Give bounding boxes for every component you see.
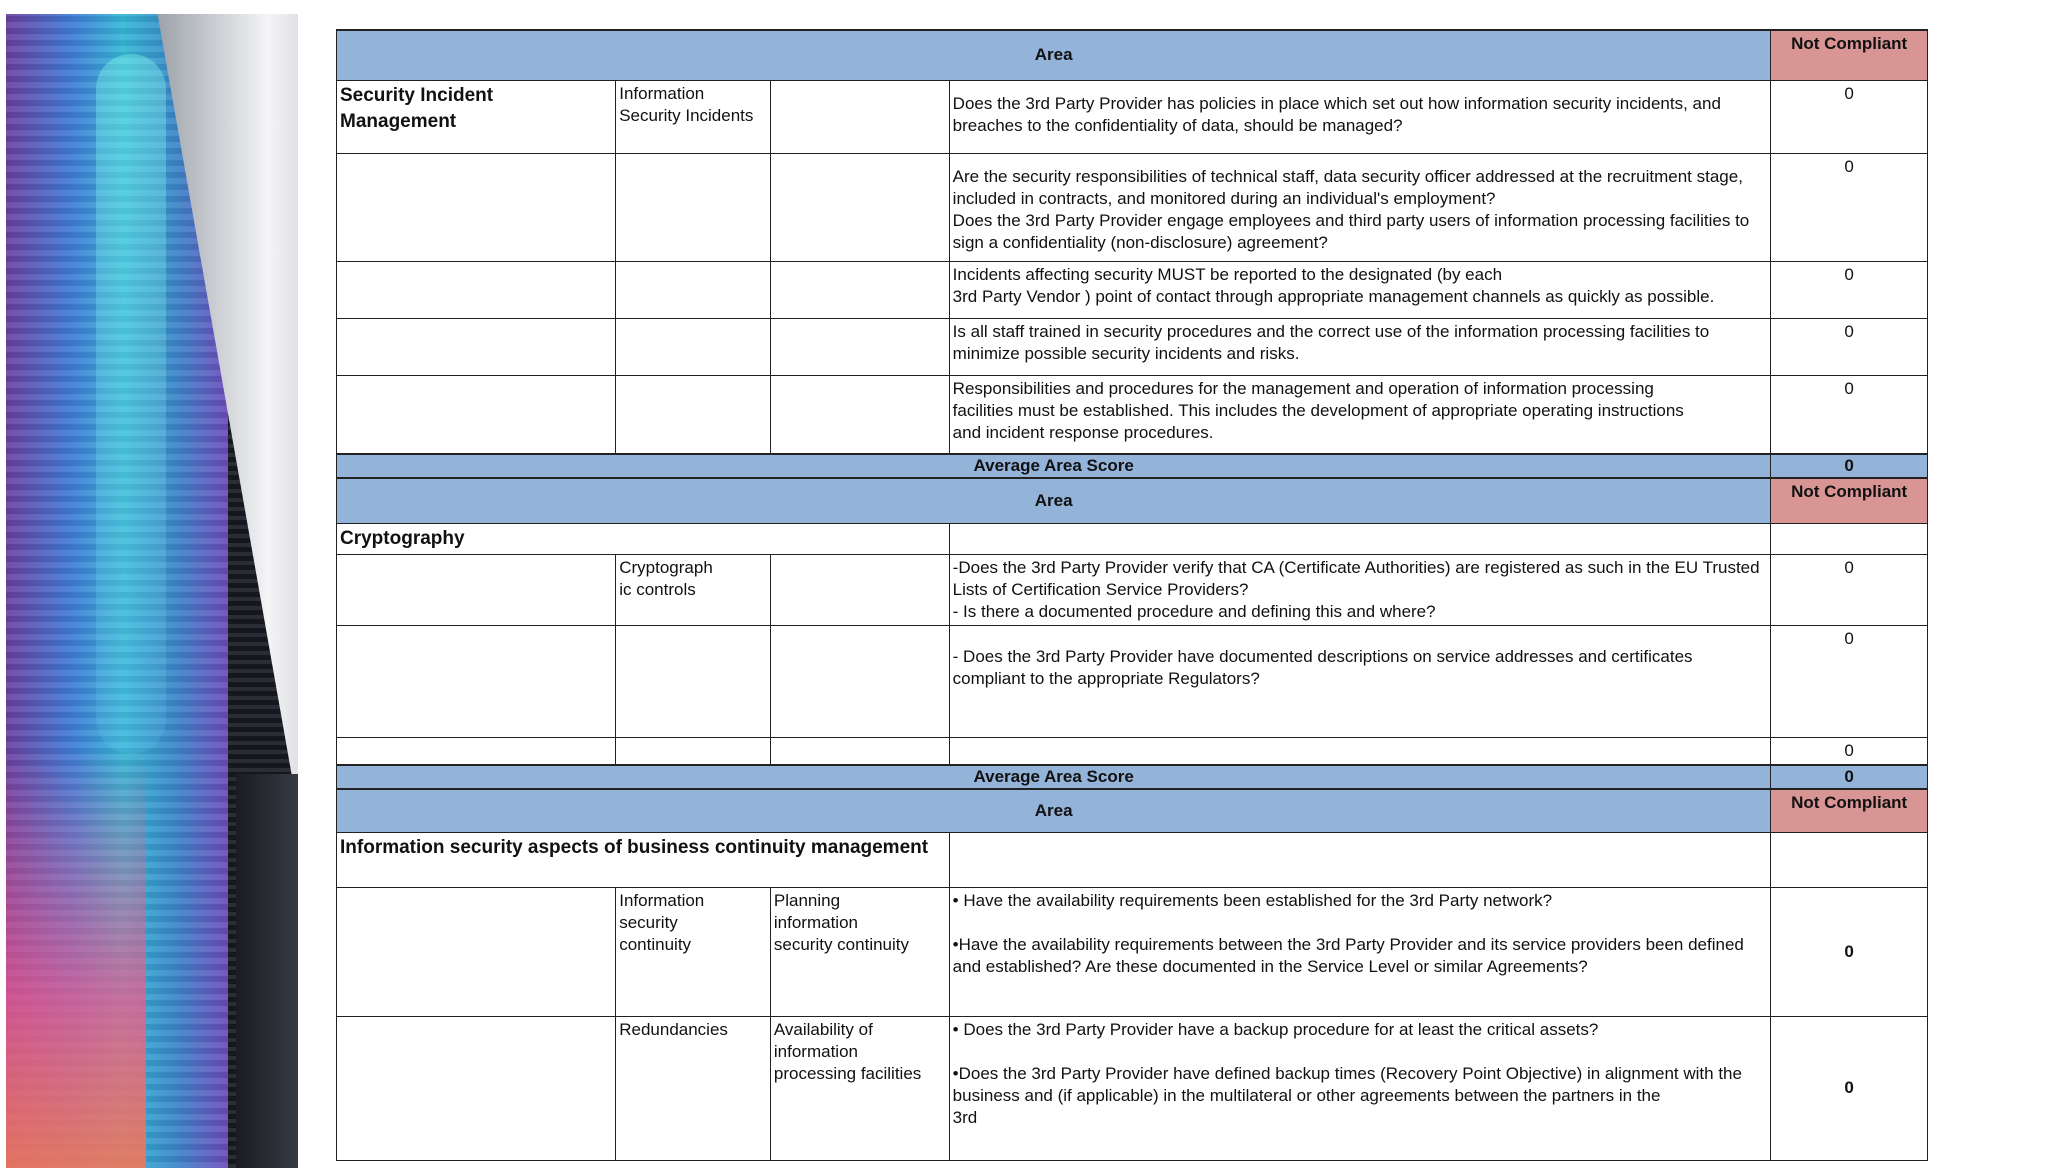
- empty-cell: [770, 625, 949, 737]
- decorative-banner-image: [6, 14, 298, 1168]
- empty-cell: [616, 261, 771, 318]
- topic-cell: Cryptograph ic controls: [616, 554, 771, 625]
- empty-cell: [337, 625, 616, 737]
- score-cell: 0: [1771, 375, 1928, 454]
- area-header: Area: [337, 30, 1771, 80]
- table-row: [337, 375, 1928, 454]
- empty-cell: [1771, 523, 1928, 554]
- table-row: [337, 554, 1928, 625]
- table-row: [337, 153, 1928, 261]
- subtopic-cell: Planning information security continuity: [770, 887, 949, 1016]
- topic-cell: Redundancies: [616, 1016, 771, 1160]
- section-title: Security Incident Management: [337, 80, 616, 153]
- empty-cell: [337, 261, 616, 318]
- average-row: [337, 454, 1928, 478]
- table-row: [337, 318, 1928, 375]
- not-compliant-header: Not Compliant: [1771, 30, 1928, 80]
- empty-cell: [616, 375, 771, 454]
- question-cell: Responsibilities and procedures for the management and operation of information processing facilities must be established. This includes the development of appropriate operating instructions and incident response procedures.: [949, 375, 1771, 454]
- table-row: [337, 832, 1928, 887]
- subtopic-cell: Availability of information processing facilities: [770, 1016, 949, 1160]
- area-header-row: [337, 478, 1928, 523]
- section-title: Cryptography: [337, 523, 950, 554]
- table-row: [337, 261, 1928, 318]
- average-area-score-value: 0: [1771, 765, 1928, 789]
- subtopic-cell: [770, 80, 949, 153]
- empty-cell: [949, 523, 1771, 554]
- score-cell: 0: [1771, 261, 1928, 318]
- table-row: [337, 625, 1928, 737]
- question-cell: • Does the 3rd Party Provider have a backup procedure for at least the critical assets? •Does the 3rd Party Provider have defined backup times (Recovery Point Objective) in alignment with the business and (if applicable) in the multilateral or other agreements between the partners in the 3rd: [949, 1016, 1771, 1160]
- average-row: [337, 765, 1928, 789]
- section-title: Information security aspects of business continuity management: [337, 832, 950, 887]
- topic-cell: Information Security Incidents: [616, 80, 771, 153]
- score-cell: 0: [1771, 318, 1928, 375]
- empty-cell: [337, 554, 616, 625]
- empty-cell: [337, 887, 616, 1016]
- table-row: [337, 1016, 1928, 1160]
- area-header-row: [337, 789, 1928, 832]
- empty-cell: [616, 737, 771, 765]
- empty-cell: [770, 153, 949, 261]
- question-cell: Does the 3rd Party Provider has policies in place which set out how information security incidents, and breaches to the confidentiality of data, should be managed?: [949, 80, 1771, 153]
- empty-cell: [770, 375, 949, 454]
- average-area-score-label: Average Area Score: [337, 454, 1771, 478]
- empty-cell: [616, 318, 771, 375]
- question-cell: Incidents affecting security MUST be reported to the designated (by each 3rd Party Vendor ) point of contact through appropriate management channels as quickly as possible.: [949, 261, 1771, 318]
- empty-cell: [616, 153, 771, 261]
- topic-cell: Information security continuity: [616, 887, 771, 1016]
- question-cell: Is all staff trained in security procedures and the correct use of the information processing facilities to minimize possible security incidents and risks.: [949, 318, 1771, 375]
- score-cell: 0: [1771, 887, 1928, 1016]
- question-cell: Are the security responsibilities of technical staff, data security officer addressed at the recruitment stage, included in contracts, and monitored during an individual's employment? Does the 3rd Party Provider engage employees and third party users of information processing facilities to sign a confidentiality (non-disclosure) agreement?: [949, 153, 1771, 261]
- empty-cell: [770, 737, 949, 765]
- empty-cell: [770, 318, 949, 375]
- question-cell: -Does the 3rd Party Provider verify that CA (Certificate Authorities) are registered as such in the EU Trusted Lists of Certification Service Providers? - Is there a documented procedure and defining this and where?: [949, 554, 1771, 625]
- area-header: Area: [337, 478, 1771, 523]
- average-area-score-label: Average Area Score: [337, 765, 1771, 789]
- score-cell: 0: [1771, 554, 1928, 625]
- not-compliant-header: Not Compliant: [1771, 478, 1928, 523]
- question-cell: - Does the 3rd Party Provider have documented descriptions on service addresses and certificates compliant to the appropriate Regulators?: [949, 625, 1771, 737]
- score-cell: 0: [1771, 625, 1928, 737]
- table-row: [337, 80, 1928, 153]
- score-cell: 0: [1771, 80, 1928, 153]
- question-cell: [949, 737, 1771, 765]
- empty-cell: [337, 153, 616, 261]
- empty-cell: [1771, 832, 1928, 887]
- table-row: [337, 887, 1928, 1016]
- empty-cell: [616, 625, 771, 737]
- score-cell: 0: [1771, 153, 1928, 261]
- question-cell: • Have the availability requirements been established for the 3rd Party network? •Have the availability requirements between the 3rd Party Provider and its service providers been defined and established? Are these documented in the Service Level or similar Agreements?: [949, 887, 1771, 1016]
- table-row: [337, 737, 1928, 765]
- empty-cell: [949, 832, 1771, 887]
- empty-cell: [337, 737, 616, 765]
- empty-cell: [770, 554, 949, 625]
- empty-cell: [337, 1016, 616, 1160]
- not-compliant-header: Not Compliant: [1771, 789, 1928, 832]
- empty-cell: [770, 261, 949, 318]
- empty-cell: [337, 375, 616, 454]
- score-cell: 0: [1771, 737, 1928, 765]
- score-cell: 0: [1771, 1016, 1928, 1160]
- compliance-table: [336, 29, 1928, 1161]
- area-header-row: [337, 30, 1928, 80]
- area-header: Area: [337, 789, 1771, 832]
- average-area-score-value: 0: [1771, 454, 1928, 478]
- table-row: [337, 523, 1928, 554]
- empty-cell: [337, 318, 616, 375]
